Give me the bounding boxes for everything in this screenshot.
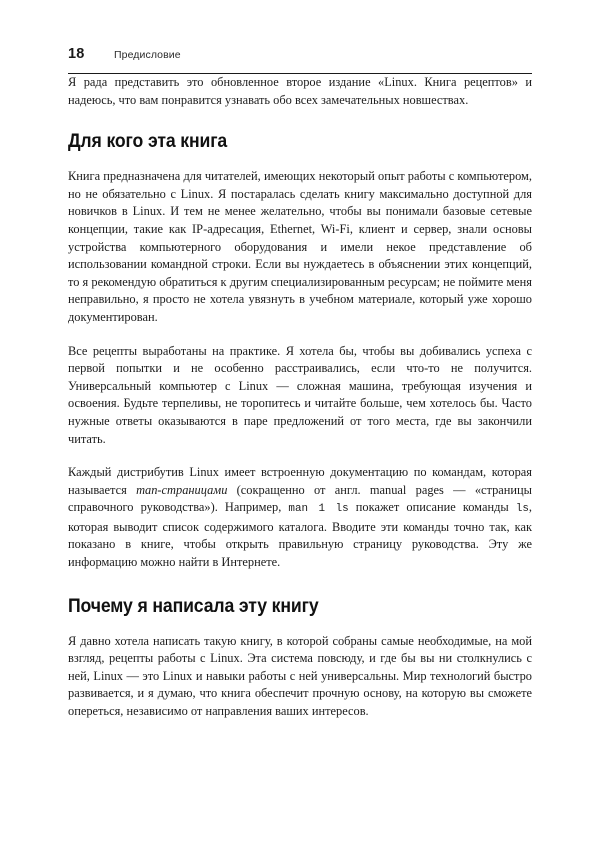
- text-run: Книга предназначена для читателей, имеющих некоторый опыт работы с компьютером, но не обязательно с Linux. Я постаралась сделать книгу максимально доступной для новичков в Linux. И тем не менее желательно, чтобы вы понимали базовые сетевые концепции, такие как IP-адресация, Ethernet, Wi-Fi, клиент и сервер, знали основы устройства компьютерного оборудования и имели некое представление об использовании командной строки. Если вы нуждаетесь в объяснении этих концепций, то я рекомендую обратиться к другим специализированным ресурсам; не поймите меня неправильно, я просто не хотела увязнуть в учебном материале, который уже хорошо документирован.: [68, 169, 532, 324]
- inline-code: man 1 ls: [288, 503, 349, 516]
- section-heading-block: [68, 594, 532, 618]
- text-run: , которая выводит список содержимого каталога. Вводите эти команды точно так, как показано в книге, чтобы открыть правильную страницу руководства. Эту же информацию можно найти в Интернете.: [68, 500, 532, 570]
- section-heading: Для кого эта книга: [68, 130, 228, 153]
- paragraph-audience-3: [68, 464, 532, 572]
- text-run: Я давно хотела написать такую книгу, в которой собраны самые необходимые, на мой взгляд, рецепты работы с Linux. Эта система повсюду, и где бы вы ни столкнулись с ней, Linux — это Linux и навыки работы с ней универсальны. Мир технологий быстро развивается, и я думаю, что книга обеспечит прочную основу, на которую вы сможете опереться, независимо от направления ваших интересов.: [68, 633, 532, 719]
- section-heading-block: [68, 129, 532, 153]
- text-run: покажет описание команды: [348, 500, 516, 515]
- text-run: Все рецепты выработаны на практике. Я хотела бы, чтобы вы добивались успеха с первой попытки и не особенно расстраивались, если что-то не получится. Универсальный компьютер с Linux — сложная машина, требующая изучения и освоения. Будьте терпеливы, не торопитесь и читайте больше, чем хотелось бы. Часто нужные ответы оказываются в паре предложений от того места, где вы закончили читать.: [68, 343, 532, 446]
- paragraph-audience-1: [68, 168, 532, 326]
- paragraph-why-1: [68, 633, 532, 721]
- page-content: [68, 46, 532, 737]
- paragraph-intro: [68, 74, 532, 109]
- paragraph-audience-2: [68, 343, 532, 449]
- text-run: (сокращенно от англ. manual pages — «страницы справочного руководства»). Например,: [68, 482, 532, 515]
- body-text: [68, 74, 532, 721]
- section-heading: Почему я написала эту книгу: [68, 594, 319, 617]
- emphasis-text: man-страницами: [136, 482, 228, 497]
- running-header: [68, 46, 532, 68]
- text-run: Каждый дистрибутив Linux имеет встроенную документацию по командам, которая называется: [68, 465, 532, 497]
- inline-code: ls: [515, 503, 529, 516]
- page-number: 18: [68, 46, 85, 62]
- text-run: Я рада представить это обновленное второе издание «Linux. Книга рецептов» и надеюсь, что вам понравится узнавать обо всех замечательных новшествах.: [68, 75, 532, 107]
- running-head-title: Предисловие: [114, 49, 181, 61]
